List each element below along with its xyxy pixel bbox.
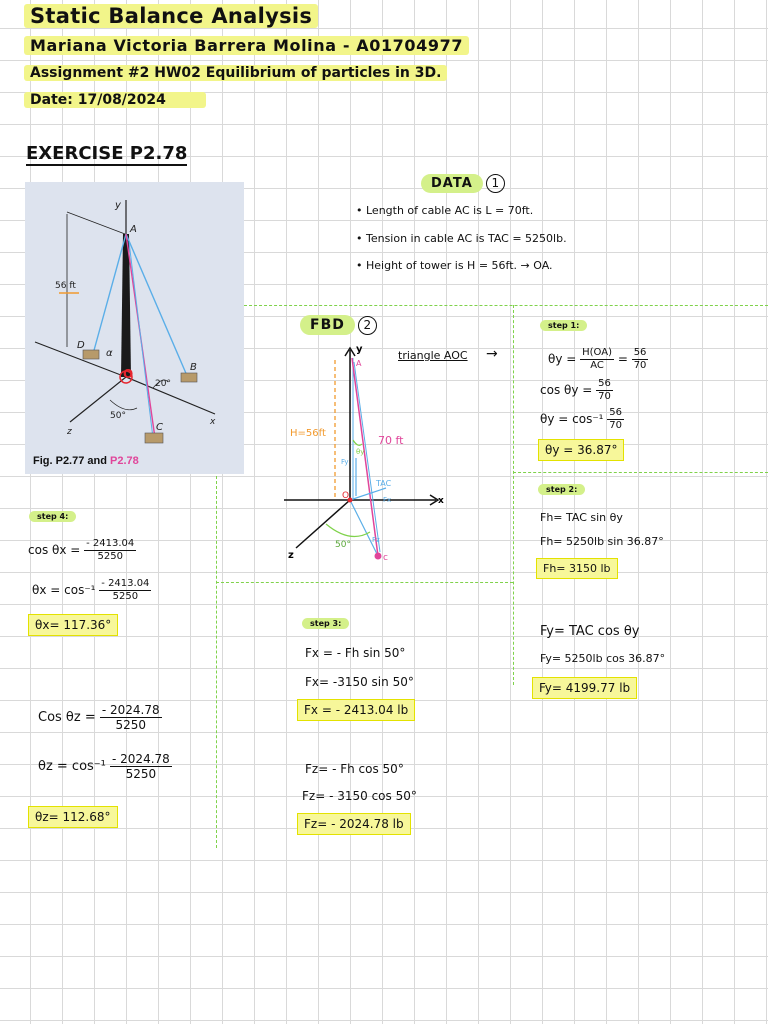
fbd-heading [300,314,377,335]
divider-left-vertical [216,476,217,848]
fbd-cable-ac-shadow [354,362,380,552]
step1-l3-text: θy = cos⁻¹ [540,412,608,426]
step1-frac4-den: 70 [609,420,623,431]
step1-l1-eq: = [614,352,632,366]
fbd-cable-ac [352,358,378,556]
step1-frac1 [580,347,614,372]
fbd-fx-vector [350,488,386,500]
step1-frac1-den: AC [590,360,604,371]
step4-l4-text: θz = cos⁻¹ [38,759,111,774]
step1-frac3-num: 56 [598,378,611,389]
data-label: DATA [421,174,483,193]
tower-figure-svg [25,182,244,474]
fig-cable-ac-back [129,242,153,438]
step1-frac4 [607,407,624,432]
fbd-label-tac: TAC [376,479,392,488]
step1-l1-text: θy = [548,352,581,366]
step1-line3 [540,407,624,432]
fig-anchor-d [83,350,99,359]
fbd-label-c: c [383,553,388,563]
step4-label: step 4: [29,511,76,522]
step1-line1 [548,347,648,372]
step4-l1-text: cos θx = [28,543,85,557]
fig-label-20: 20° [155,379,171,389]
step2-result: Fh= 3150 lb [536,558,618,579]
exercise-title: EXERCISE P2.78 [26,143,188,164]
fbd-label-z: z [288,550,294,561]
fbd-point-c [375,553,382,560]
fig-angle-50 [110,400,137,410]
step1-frac1-num: H(OA) [582,347,612,358]
fig-cable-ad [93,234,126,354]
divider-center-mid [216,582,513,583]
step1-frac4-num: 56 [609,407,623,418]
step4-frac3-den: 5250 [115,718,147,732]
page-title: Static Balance Analysis [24,4,318,28]
fig-label-b: B [190,362,197,373]
step1-frac2-den: 70 [633,360,647,371]
step3-result: Fx = - 2413.04 lb [297,699,415,721]
fig-label-a: A [130,224,137,235]
date-line: Date: 17/08/2024 [24,92,206,108]
step3-line2: Fx= -3150 sin 50° [305,675,414,689]
fig-height-ext [67,212,125,234]
fbd-svg [280,336,450,566]
data-item-1: • Length of cable AC is L = 70ft. [356,204,534,217]
fbd-label-a: A [356,359,362,368]
fig-label-d: D [77,340,85,351]
step4-frac2-num: - 2413.04 [101,578,150,589]
step1-l2-text: cos θy = [540,383,597,397]
step2-line3: Fy= TAC cos θy [540,624,640,639]
fig-label-50: 50° [110,411,126,421]
step1-frac3 [596,378,613,403]
step4-frac1-num: - 2413.04 [86,538,135,549]
fig-label-z: z [67,427,72,437]
assignment-line: Assignment #2 HW02 Equilibrium of particles in 3D. [24,65,447,81]
author-line: Mariana Victoria Barrera Molina - A01704977 [24,36,469,55]
data-item-2: • Tension in cable AC is TAC = 5250lb. [356,232,567,245]
step3-line1: Fx = - Fh sin 50° [305,646,406,660]
data-heading [421,172,505,193]
triangle-note: triangle AOC [398,349,468,362]
step2-line4: Fy= 5250lb cos 36.87° [540,652,666,665]
step1-frac3-den: 70 [598,391,611,402]
arrow-icon: → [486,346,498,362]
fbd-theta-arc [353,440,362,445]
step4-frac4-num: - 2024.78 [112,752,170,766]
fbd-diagram [280,336,450,566]
step3-label: step 3: [302,618,349,629]
step3-line4: Fz= - 3150 cos 50° [302,789,417,803]
step4-frac3 [100,703,162,732]
fig-label-alpha: α [106,348,113,359]
step1-frac2-num: 56 [633,347,647,358]
step1-label: step 1: [540,320,587,331]
fig-anchor-c [145,433,163,443]
fbd-label-50: 50° [335,540,351,550]
fbd-label-fx: Fx [383,496,392,504]
fig-label-c: C [156,422,163,433]
fig-label-o: O [123,367,134,381]
step4-l3-text: Cos θz = [38,710,100,725]
step4-frac1-den: 5250 [97,551,123,562]
step2-line2: Fh= 5250lb sin 36.87° [540,535,664,548]
step1-line2 [540,378,613,403]
fbd-label-y: y [356,344,363,355]
step3-result2: Fz= - 2024.78 lb [297,813,411,835]
fig-cable-ab [126,234,188,378]
figure-caption-main: Fig. P2.77 and [33,455,111,467]
fig-label-x: x [210,417,216,427]
step4-frac4-den: 5250 [125,767,157,781]
divider-right-mid [513,472,768,473]
step3-line3: Fz= - Fh cos 50° [305,762,404,776]
fbd-label-x: x [438,496,444,506]
fbd-label-l: 70 ft [378,434,404,447]
fbd-label-theta: θy [356,448,365,456]
step4-result2: θz= 112.68° [28,806,118,828]
figure-caption-ref: P2.78 [110,455,139,467]
step4-line3 [38,703,162,732]
fbd-label-fz: Fz [372,536,380,544]
step2-result2: Fy= 4199.77 lb [532,677,637,699]
fig-label-height: 56 ft [55,281,76,291]
step4-frac1 [84,538,136,563]
step4-line4 [38,752,172,781]
step1-result: θy = 36.87° [538,439,624,461]
data-item-3: • Height of tower is H = 56ft. → OA. [356,259,553,272]
divider-top [244,305,768,306]
step4-result: θx= 117.36° [28,614,118,636]
fbd-num: 2 [358,316,377,335]
figure-caption [33,455,139,467]
step4-line2 [32,578,151,603]
step4-frac2 [99,578,151,603]
step2-line1: Fh= TAC sin θy [540,511,623,524]
fbd-label-h: H=56ft [290,428,326,439]
fbd-label-fy: Fy [341,458,349,466]
step4-frac3-num: - 2024.78 [101,703,160,717]
textbook-figure [25,182,244,474]
step4-frac4 [110,752,172,781]
data-num: 1 [486,174,505,193]
step1-frac2 [632,347,649,372]
fbd-label: FBD [300,315,355,335]
step4-line1 [28,538,136,563]
fig-anchor-b [181,373,197,382]
step4-l2-text: θx = cos⁻¹ [32,583,100,597]
step2-label: step 2: [538,484,585,495]
divider-right-vertical [513,305,514,685]
fbd-label-o: O [342,491,350,501]
step4-frac2-den: 5250 [112,591,139,602]
fig-label-y: y [115,200,121,211]
